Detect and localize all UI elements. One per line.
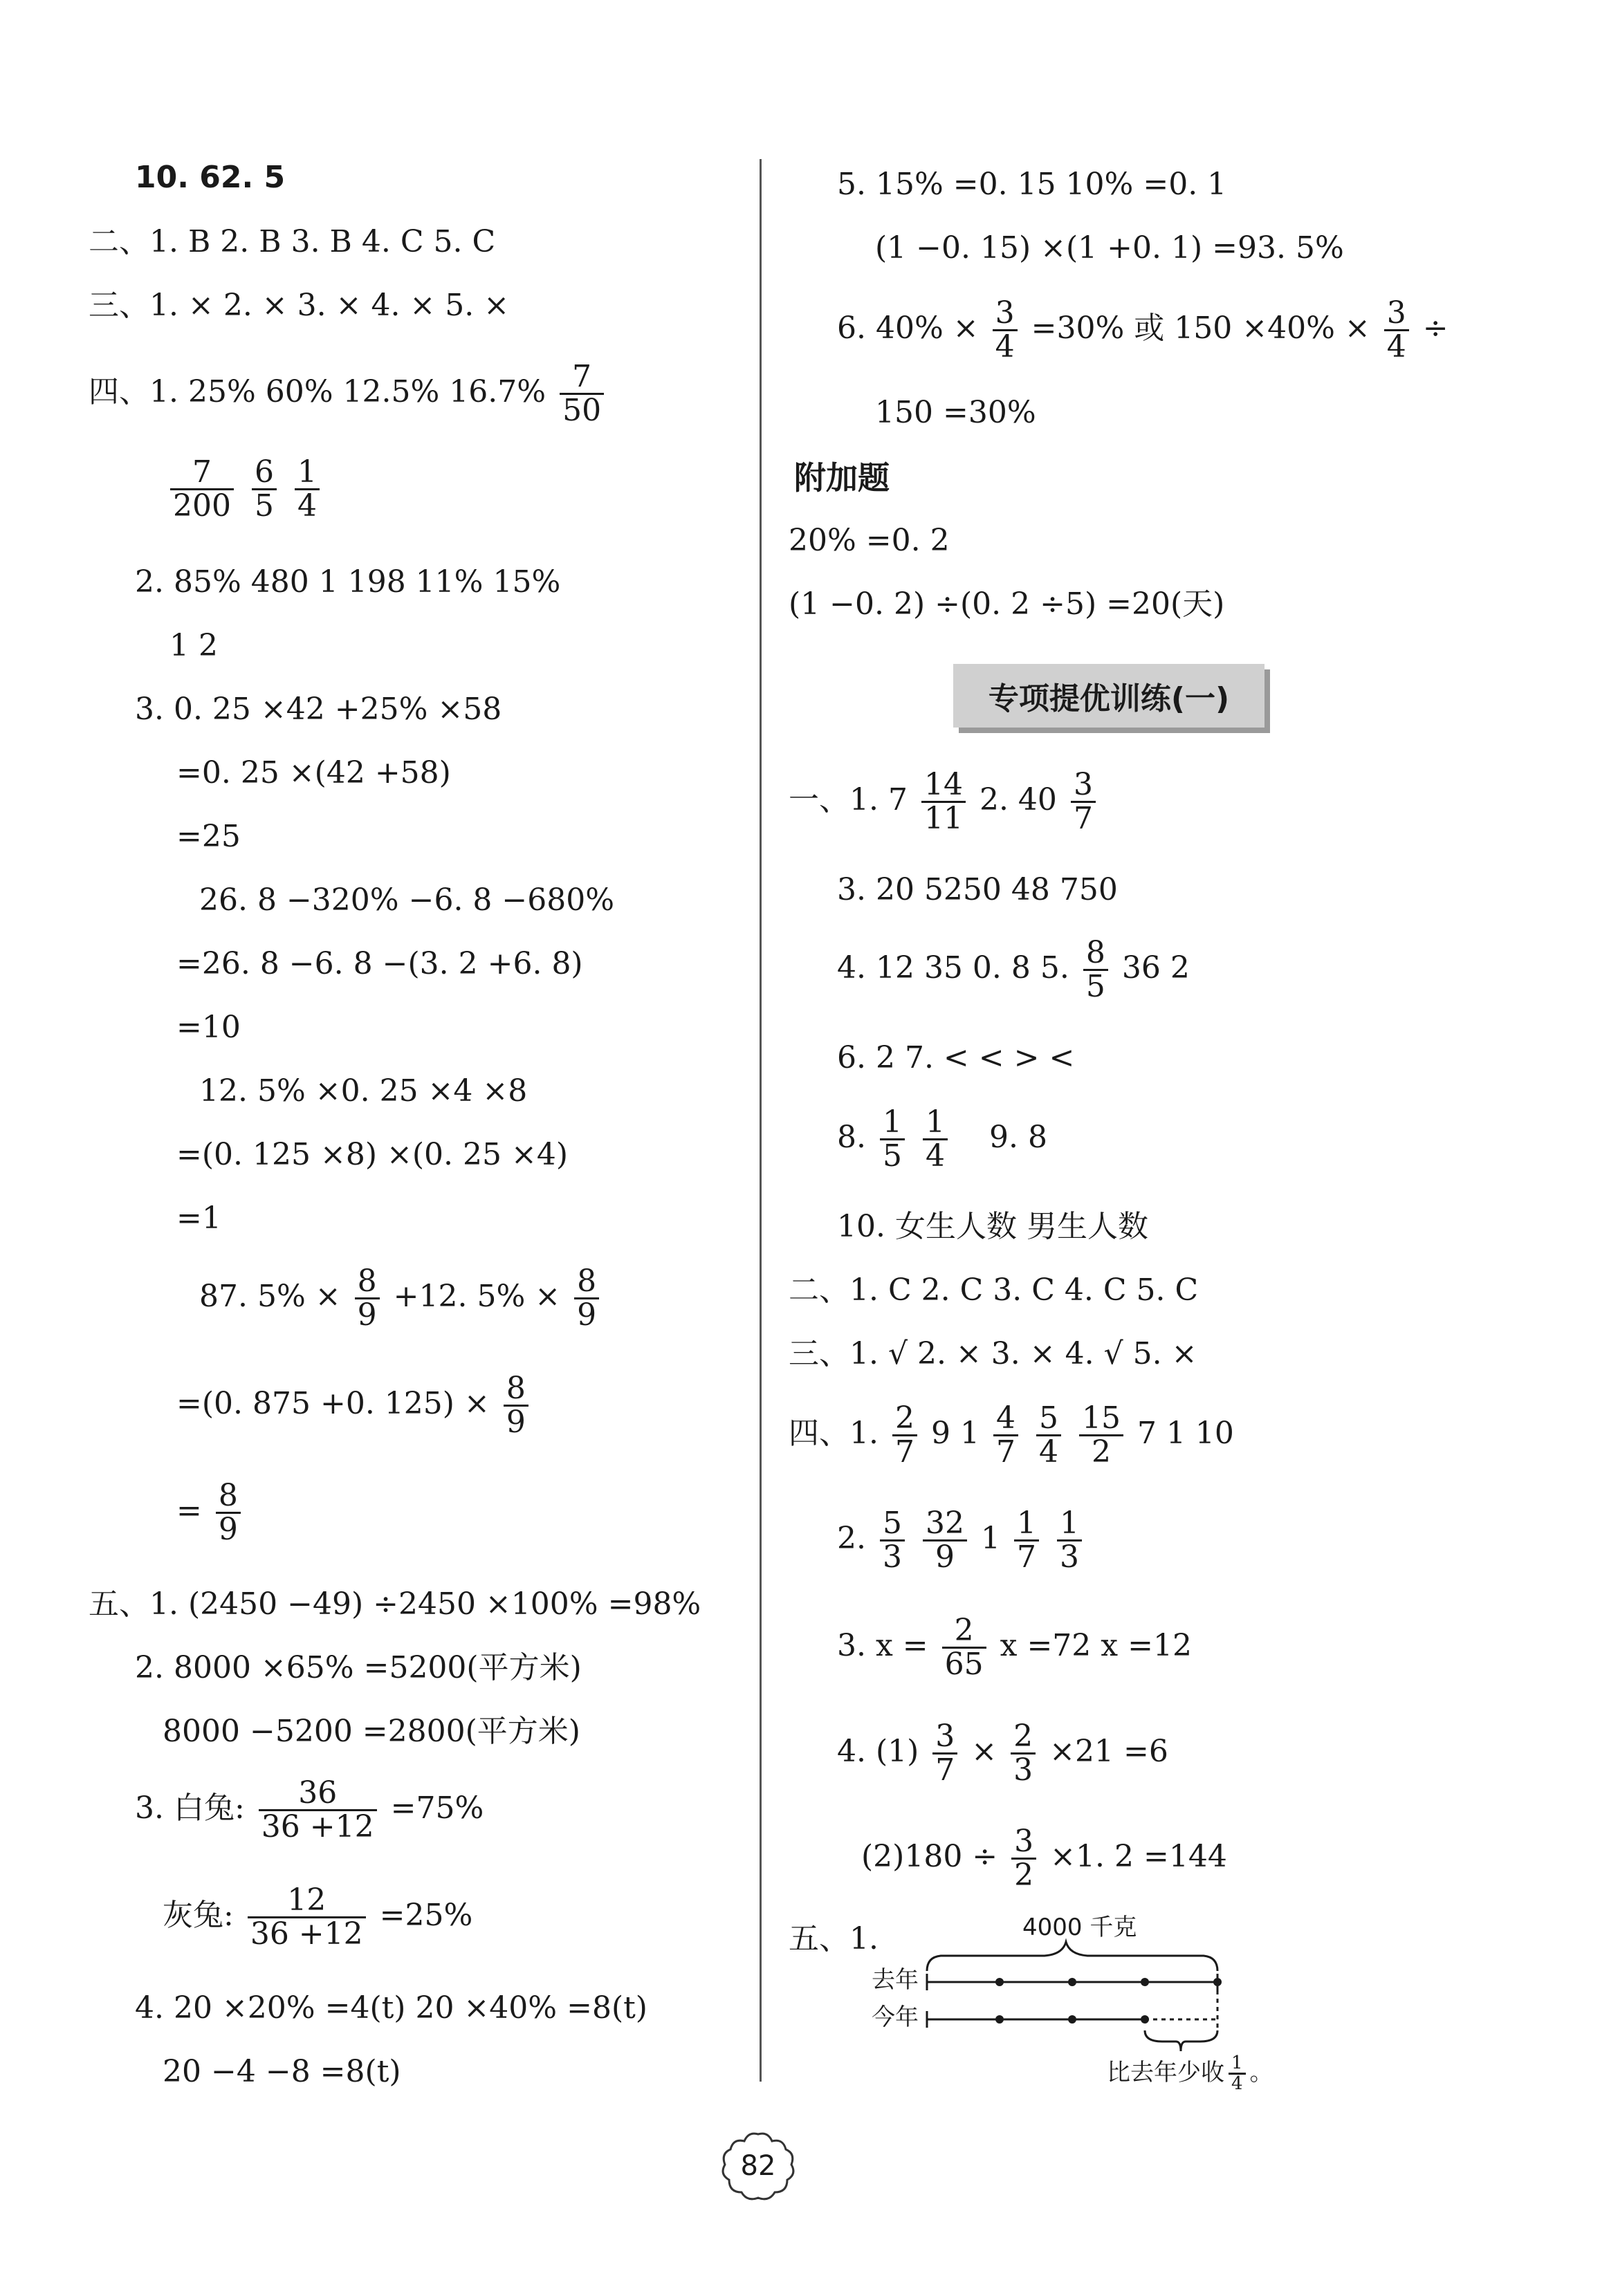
- answer-line: = $\frac{8}{9}$: [176, 1480, 245, 1546]
- note-label: 比去年少收 $\frac{1}{4}$ 。: [1107, 2053, 1273, 2095]
- answer-line: 二、1. C 2. C 3. C 4. C 5. C: [789, 1272, 1199, 1308]
- fraction: $\frac{12}{36 +12}$: [248, 1885, 366, 1950]
- answer-line: (1 −0. 15) ×(1 +0. 1) =93. 5%: [875, 230, 1344, 266]
- answer-line: 二、1. B 2. B 3. B 4. C 5. C: [89, 224, 496, 259]
- fraction: $\frac{8}{9}$: [216, 1480, 241, 1546]
- answer-line: =(0. 125 ×8) ×(0. 25 ×4): [176, 1137, 568, 1172]
- answer-line: =26. 8 −6. 8 −(3. 2 +6. 8): [176, 946, 583, 981]
- segment-diagram: [872, 1916, 1314, 2095]
- fraction: $\frac{2}{7}$: [892, 1402, 917, 1468]
- fraction: $\frac{5}{3}$: [880, 1508, 905, 1573]
- fraction: $\frac{8}{9}$: [504, 1373, 528, 1438]
- answer-line: 4. 20 ×20% =4(t) 20 ×40% =8(t): [135, 1990, 647, 2026]
- answer-line: =0. 25 ×(42 +58): [176, 755, 451, 790]
- answer-line: 3. x = $\frac{2}{65}$ x =72 x =12: [837, 1613, 1192, 1683]
- answer-line: 一、1. 7 $\frac{14}{11}$ 2. 40 $\frac{3}{7}$: [789, 769, 1100, 835]
- page-number-badge: [719, 2130, 797, 2202]
- answer-line: (1 −0. 2) ÷(0. 2 ÷5) =20(天): [789, 586, 1225, 622]
- fraction: $\frac{8}{9}$: [355, 1266, 380, 1331]
- answer-line: 6. 40% × $\frac{3}{4}$ =30% 或 150 ×40% × $\frac{3}{4}$ ÷: [837, 295, 1449, 365]
- answer-line: 10. 62. 5: [135, 160, 286, 195]
- fraction: $\frac{1}{4}$: [1229, 2054, 1246, 2094]
- fraction: $\frac{7}{200}$: [170, 456, 234, 522]
- answer-line: [166, 456, 324, 522]
- division-dot: [995, 1978, 1004, 1986]
- answer-line: 四、1. $\frac{2}{7}$ 9 1 $\frac{4}{7}$ $\frac{5}{4}$ $\frac{15}{2}$ 7 1 10: [789, 1400, 1234, 1470]
- answer-line: 三、1. × 2. × 3. × 4. × 5. ×: [89, 288, 510, 323]
- answer-line: =(0. 875 +0. 125) × $\frac{8}{9}$: [176, 1373, 533, 1438]
- fraction: $\frac{8}{9}$: [574, 1266, 599, 1331]
- answer-line: 灰兔: $\frac{12}{36 +12}$ =25%: [163, 1882, 473, 1952]
- fraction: $\frac{1}{3}$: [1057, 1508, 1082, 1573]
- section-banner: 专项提优训练(一): [953, 664, 1265, 728]
- fraction: $\frac{7}{50}$: [560, 361, 604, 427]
- answer-line: 3. 0. 25 ×42 +25% ×58: [135, 692, 502, 727]
- fraction: $\frac{1}{4}$: [923, 1107, 948, 1172]
- row-label: 今年: [872, 2003, 919, 2031]
- division-dot: [995, 2015, 1004, 2024]
- division-dot: [1141, 1978, 1149, 1986]
- answer-line: 4. 12 35 0. 8 5. $\frac{8}{5}$ 36 2: [837, 935, 1190, 1005]
- fraction: $\frac{4}{7}$: [993, 1402, 1018, 1468]
- fraction: $\frac{5}{4}$: [1036, 1402, 1061, 1468]
- fraction: $\frac{3}{7}$: [1071, 769, 1096, 835]
- fraction: $\frac{1}{7}$: [1014, 1508, 1039, 1573]
- division-dot: [1213, 1978, 1222, 1986]
- answer-line: 6. 2 7. < < > <: [837, 1040, 1075, 1075]
- answer-line: 2. 8000 ×65% =5200(平方米): [135, 1650, 582, 1685]
- fraction: $\frac{3}{7}$: [932, 1721, 957, 1786]
- answer-line: 87. 5% × $\frac{8}{9}$ +12. 5% × $\frac{8}{9}$: [199, 1266, 603, 1331]
- answer-line: =1: [176, 1201, 221, 1236]
- division-dot: [1068, 2015, 1076, 2024]
- fraction: $\frac{36}{36 +12}$: [259, 1777, 377, 1843]
- answer-line: 4. (1) $\frac{3}{7}$ × $\frac{2}{3}$ ×21 =6: [837, 1719, 1168, 1788]
- answer-line: 五、1. (2450 −49) ÷2450 ×100% =98%: [89, 1586, 701, 1622]
- reduction-brace: [1145, 2030, 1217, 2051]
- column-divider: [760, 159, 762, 2082]
- fraction: $\frac{32}{9}$: [923, 1508, 967, 1573]
- division-dot: [1141, 2015, 1149, 2024]
- section-heading: 附加题: [794, 459, 890, 497]
- row-label: 去年: [872, 1966, 919, 1994]
- page-number: 82: [740, 2150, 776, 2182]
- answer-line: 3. 白兔: $\frac{36}{36 +12}$ =75%: [135, 1775, 484, 1845]
- answer-line: 三、1. √ 2. × 3. × 4. √ 5. ×: [789, 1336, 1197, 1371]
- answer-line: =25: [176, 819, 241, 854]
- division-dot: [1068, 1978, 1076, 1986]
- answer-line: 8. $\frac{1}{5}$ $\frac{1}{4}$ 9. 8: [837, 1104, 1047, 1174]
- total-label: 4000 千克: [1022, 1914, 1137, 1941]
- fraction: $\frac{1}{4}$: [295, 456, 320, 522]
- fraction: $\frac{14}{11}$: [921, 769, 966, 835]
- answer-line: 150 =30%: [875, 395, 1036, 430]
- fraction: $\frac{8}{5}$: [1083, 937, 1108, 1003]
- fraction: $\frac{1}{5}$: [880, 1107, 905, 1172]
- answer-line: =10: [176, 1010, 241, 1045]
- answer-line: 2. 85% 480 1 198 11% 15%: [135, 564, 561, 600]
- fraction: $\frac{2}{65}$: [942, 1615, 986, 1681]
- answer-line: (2)180 ÷ $\frac{3}{2}$ ×1. 2 =144: [861, 1824, 1227, 1894]
- fraction: $\frac{2}{3}$: [1011, 1721, 1036, 1786]
- answer-line: 26. 8 −320% −6. 8 −680%: [199, 882, 615, 918]
- fraction: $\frac{15}{2}$: [1079, 1402, 1123, 1468]
- answer-line: 12. 5% ×0. 25 ×4 ×8: [199, 1073, 528, 1109]
- answer-line: 5. 15% =0. 15 10% =0. 1: [837, 167, 1227, 202]
- answer-line: 2. $\frac{5}{3}$ $\frac{32}{9}$ 1 $\frac{1}{7}$ $\frac{1}{3}$: [837, 1508, 1086, 1573]
- answer-line: 20 −4 −8 =8(t): [163, 2054, 401, 2089]
- answer-line: 10. 女生人数 男生人数: [837, 1209, 1148, 1244]
- fraction: $\frac{3}{4}$: [993, 297, 1018, 363]
- answer-line: 8000 −5200 =2800(平方米): [163, 1714, 580, 1749]
- answer-line: 3. 20 5250 48 750: [837, 872, 1118, 907]
- fraction: $\frac{6}{5}$: [252, 456, 277, 522]
- fraction: $\frac{3}{4}$: [1384, 297, 1409, 363]
- answer-line: 20% =0. 2: [789, 523, 950, 558]
- total-brace: [927, 1942, 1217, 1971]
- answer-line: 1 2: [169, 628, 218, 663]
- fraction: $\frac{3}{2}$: [1011, 1826, 1036, 1891]
- answer-line: 五、1.: [789, 1921, 879, 1956]
- answer-line: 四、1. 25% 60% 12.5% 16.7% $\frac{7}{50}$: [89, 361, 608, 427]
